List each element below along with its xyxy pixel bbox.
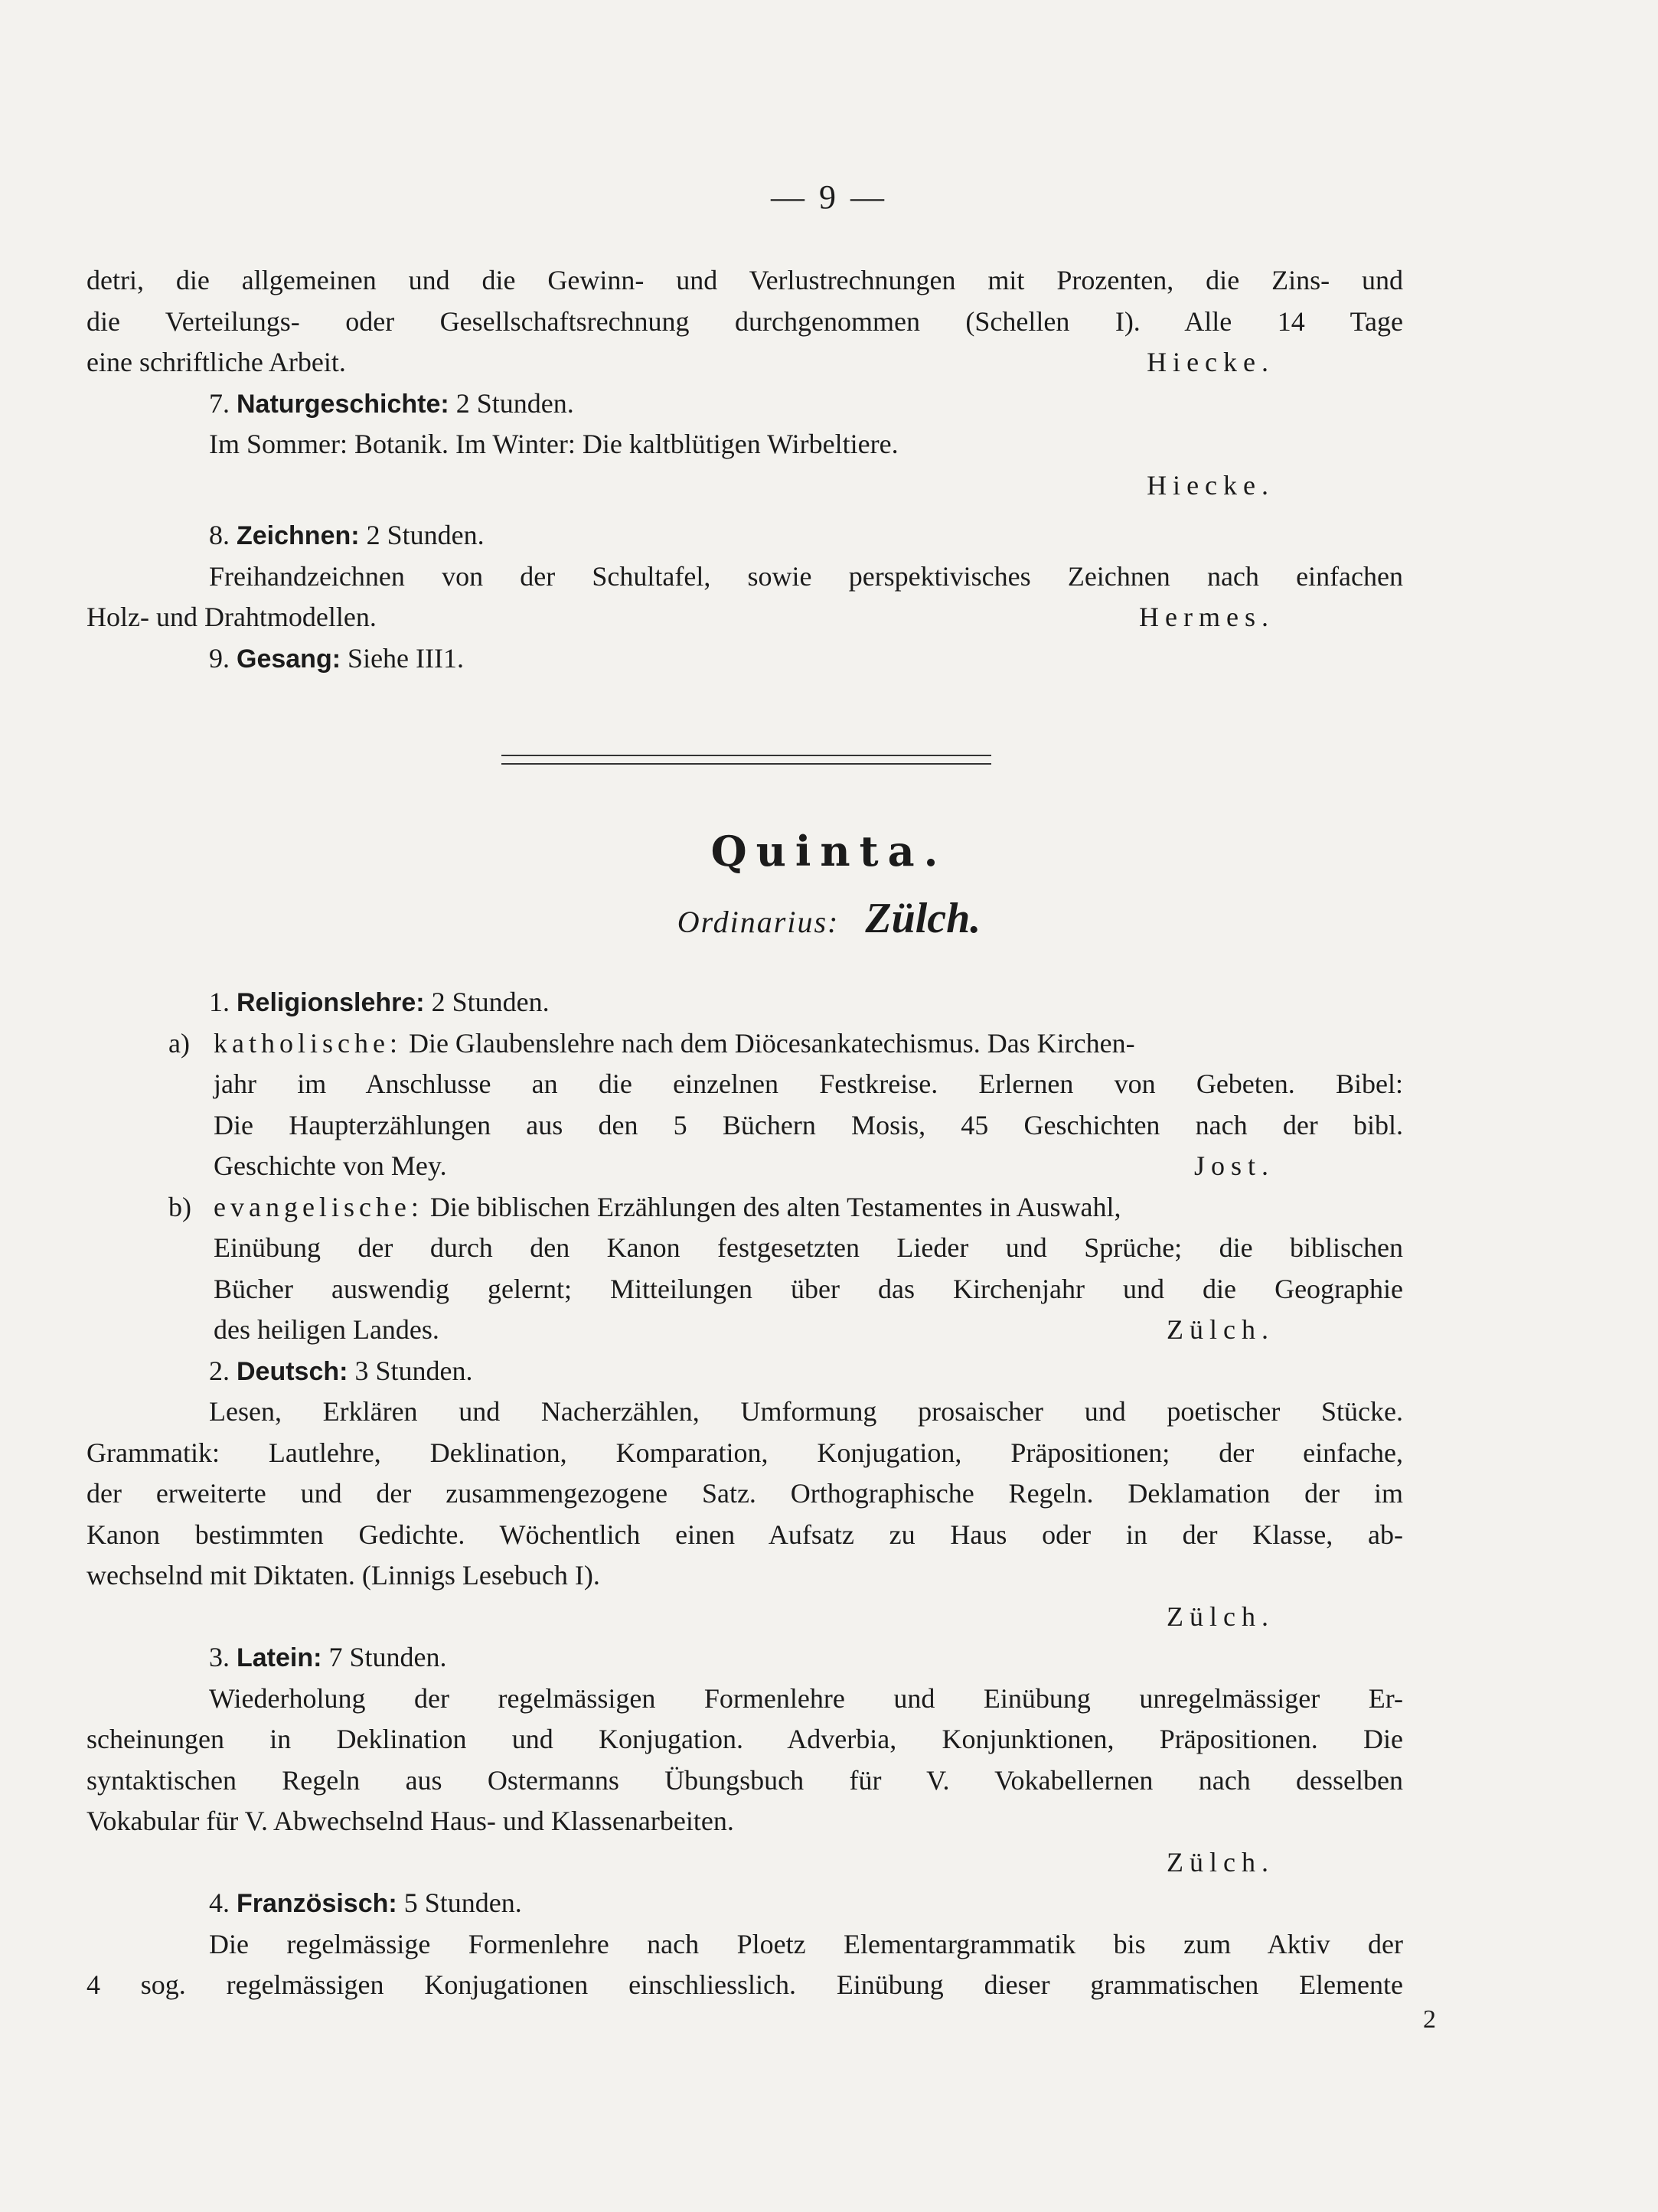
paragraph-text: Holz- und Drahtmodellen. bbox=[86, 602, 377, 632]
section-heading-line bbox=[86, 1637, 1403, 1679]
paragraph-line: scheinungen in Deklination und Konjugation. Adverbia, Konjunktionen, Präpositionen. Die bbox=[86, 1724, 1403, 1754]
paragraph-line: syntaktischen Regeln aus Ostermanns Übungsbuch für V. Vokabellernen nach desselben bbox=[86, 1764, 1403, 1796]
top-section bbox=[86, 260, 1403, 679]
subsection-label: katholische: bbox=[214, 1027, 402, 1059]
section-hours: 5 Stunden. bbox=[403, 1887, 522, 1918]
paragraph-text: eine schriftliche Arbeit. bbox=[86, 347, 346, 377]
paragraph-line: Die Haupterzählungen aus den 5 Büchern Mosis, 45 Geschichten nach der bibl. bbox=[214, 1109, 1403, 1140]
paragraph-line: detri, die allgemeinen und die Gewinn- und Verlustrechnungen mit Prozenten, die Zins- und bbox=[86, 265, 1403, 295]
section-number: 1. bbox=[209, 987, 230, 1017]
paragraph-line bbox=[86, 342, 1403, 383]
section-heading: Religionslehre: bbox=[237, 988, 425, 1017]
subsection-line bbox=[86, 1187, 1403, 1228]
section-hours: Siehe III1. bbox=[348, 642, 464, 674]
section-number: 2. bbox=[209, 1355, 230, 1386]
ordinarius-name: Zülch. bbox=[865, 895, 981, 942]
page-number: — 9 — bbox=[771, 178, 887, 216]
section-heading: Französisch: bbox=[237, 1889, 397, 1918]
section-heading-line bbox=[86, 638, 1403, 680]
section-hours: 2 Stunden. bbox=[431, 987, 550, 1017]
paragraph-line: Im Sommer: Botanik. Im Winter: Die kaltblütigen Wirbeltiere. bbox=[209, 429, 899, 459]
paragraph-text: Geschichte von Mey. bbox=[214, 1150, 447, 1181]
paragraph-line: Einübung der durch den Kanon festgesetzten Lieder und Sprüche; die biblischen bbox=[214, 1232, 1403, 1263]
signature-line bbox=[86, 465, 1403, 507]
paragraph-line: Lesen, Erklären und Nacherzählen, Umformung prosaischer und poetischer Stücke. bbox=[209, 1396, 1403, 1427]
section-heading: Naturgeschichte: bbox=[237, 389, 449, 419]
paragraph-line: 4 sog. regelmässigen Konjugationen einschliesslich. Einübung dieser grammatischen Elemente bbox=[86, 1969, 1403, 2000]
teacher-name: Zülch. bbox=[1167, 1314, 1275, 1345]
paragraph-line: Freihandzeichnen von der Schultafel, sowie perspektivisches Zeichnen nach einfachen bbox=[209, 560, 1403, 592]
paragraph-line: Bücher auswendig gelernt; Mitteilungen über das Kirchenjahr und die Geographie bbox=[214, 1273, 1403, 1304]
section-heading: Gesang: bbox=[237, 644, 341, 674]
section-hours: 7 Stunden. bbox=[328, 1642, 447, 1672]
paragraph-line bbox=[86, 1310, 1403, 1351]
signature-mark: 2 bbox=[1423, 2005, 1436, 2034]
section-number: 8. bbox=[209, 520, 230, 550]
section-heading-line bbox=[86, 1351, 1403, 1392]
section-heading: Zeichnen: bbox=[237, 521, 360, 550]
paragraph-text: Die biblischen Erzählungen des alten Testamentes in Auswahl, bbox=[429, 1191, 1121, 1222]
class-title: Quinta. bbox=[710, 827, 948, 876]
paragraph-line: der erweiterte und der zusammengezogene Satz. Orthographische Regeln. Deklamation der im bbox=[86, 1478, 1403, 1509]
section-heading-line bbox=[86, 515, 1403, 556]
ordinarius-line bbox=[0, 894, 1658, 943]
section-divider bbox=[501, 755, 991, 765]
paragraph-line: Kanon bestimmten Gedichte. Wöchentlich einen Aufsatz zu Haus oder in der Klasse, ab- bbox=[86, 1519, 1403, 1550]
paragraph-text: des heiligen Landes. bbox=[214, 1314, 439, 1345]
paragraph-line bbox=[86, 597, 1403, 638]
section-number: 4. bbox=[209, 1887, 230, 1918]
subsection-line bbox=[86, 1023, 1403, 1065]
section-number: 3. bbox=[209, 1642, 230, 1672]
paragraph-line: Wiederholung der regelmässigen Formenlehre und Einübung unregelmässiger Er- bbox=[209, 1682, 1403, 1714]
section-heading-line bbox=[86, 1883, 1403, 1924]
subsection-label: evangelische: bbox=[214, 1191, 423, 1222]
section-number: 7. bbox=[209, 387, 230, 419]
paragraph-line: wechselnd mit Diktaten. (Linnigs Lesebuch I). bbox=[86, 1560, 600, 1590]
teacher-name: Hiecke. bbox=[1147, 347, 1275, 377]
teacher-name: Hiecke. bbox=[1147, 469, 1275, 501]
paragraph-line: jahr im Anschlusse an die einzelnen Festkreise. Erlernen von Gebeten. Bibel: bbox=[214, 1068, 1403, 1099]
section-hours: 2 Stunden. bbox=[366, 520, 485, 550]
teacher-name: Zülch. bbox=[1167, 1600, 1275, 1632]
paragraph-line: Grammatik: Lautlehre, Deklination, Komparation, Konjugation, Präpositionen; der einfache, bbox=[86, 1437, 1403, 1468]
paragraph-line: Die regelmässige Formenlehre nach Ploetz Elementargrammatik bis zum Aktiv der bbox=[209, 1928, 1403, 1959]
paragraph-line bbox=[86, 1146, 1403, 1187]
quinta-section bbox=[86, 982, 1403, 2006]
subsection-marker: b) bbox=[168, 1191, 191, 1222]
ordinarius-label: Ordinarius: bbox=[677, 905, 840, 939]
signature-line bbox=[86, 1842, 1403, 1884]
teacher-name: Zülch. bbox=[1167, 1846, 1275, 1878]
paragraph-line: die Verteilungs- oder Gesellschaftsrechnung durchgenommen (Schellen I). Alle 14 Tage bbox=[86, 305, 1403, 337]
subsection-marker: a) bbox=[168, 1027, 190, 1059]
section-heading-line bbox=[86, 982, 1403, 1023]
signature-line bbox=[86, 1597, 1403, 1638]
teacher-name: Hermes. bbox=[1139, 602, 1275, 632]
section-number: 9. bbox=[209, 642, 230, 674]
section-heading: Deutsch: bbox=[237, 1356, 348, 1386]
section-heading-line bbox=[86, 383, 1403, 425]
section-heading: Latein: bbox=[237, 1643, 322, 1672]
section-hours: 3 Stunden. bbox=[354, 1355, 473, 1386]
section-hours: 2 Stunden. bbox=[455, 387, 574, 419]
teacher-name: Jost. bbox=[1193, 1150, 1275, 1181]
paragraph-line: Vokabular für V. Abwechselnd Haus- und Klassenarbeiten. bbox=[86, 1806, 734, 1836]
paragraph-text: Die Glaubenslehre nach dem Diöcesankatechismus. Das Kirchen- bbox=[408, 1027, 1135, 1059]
